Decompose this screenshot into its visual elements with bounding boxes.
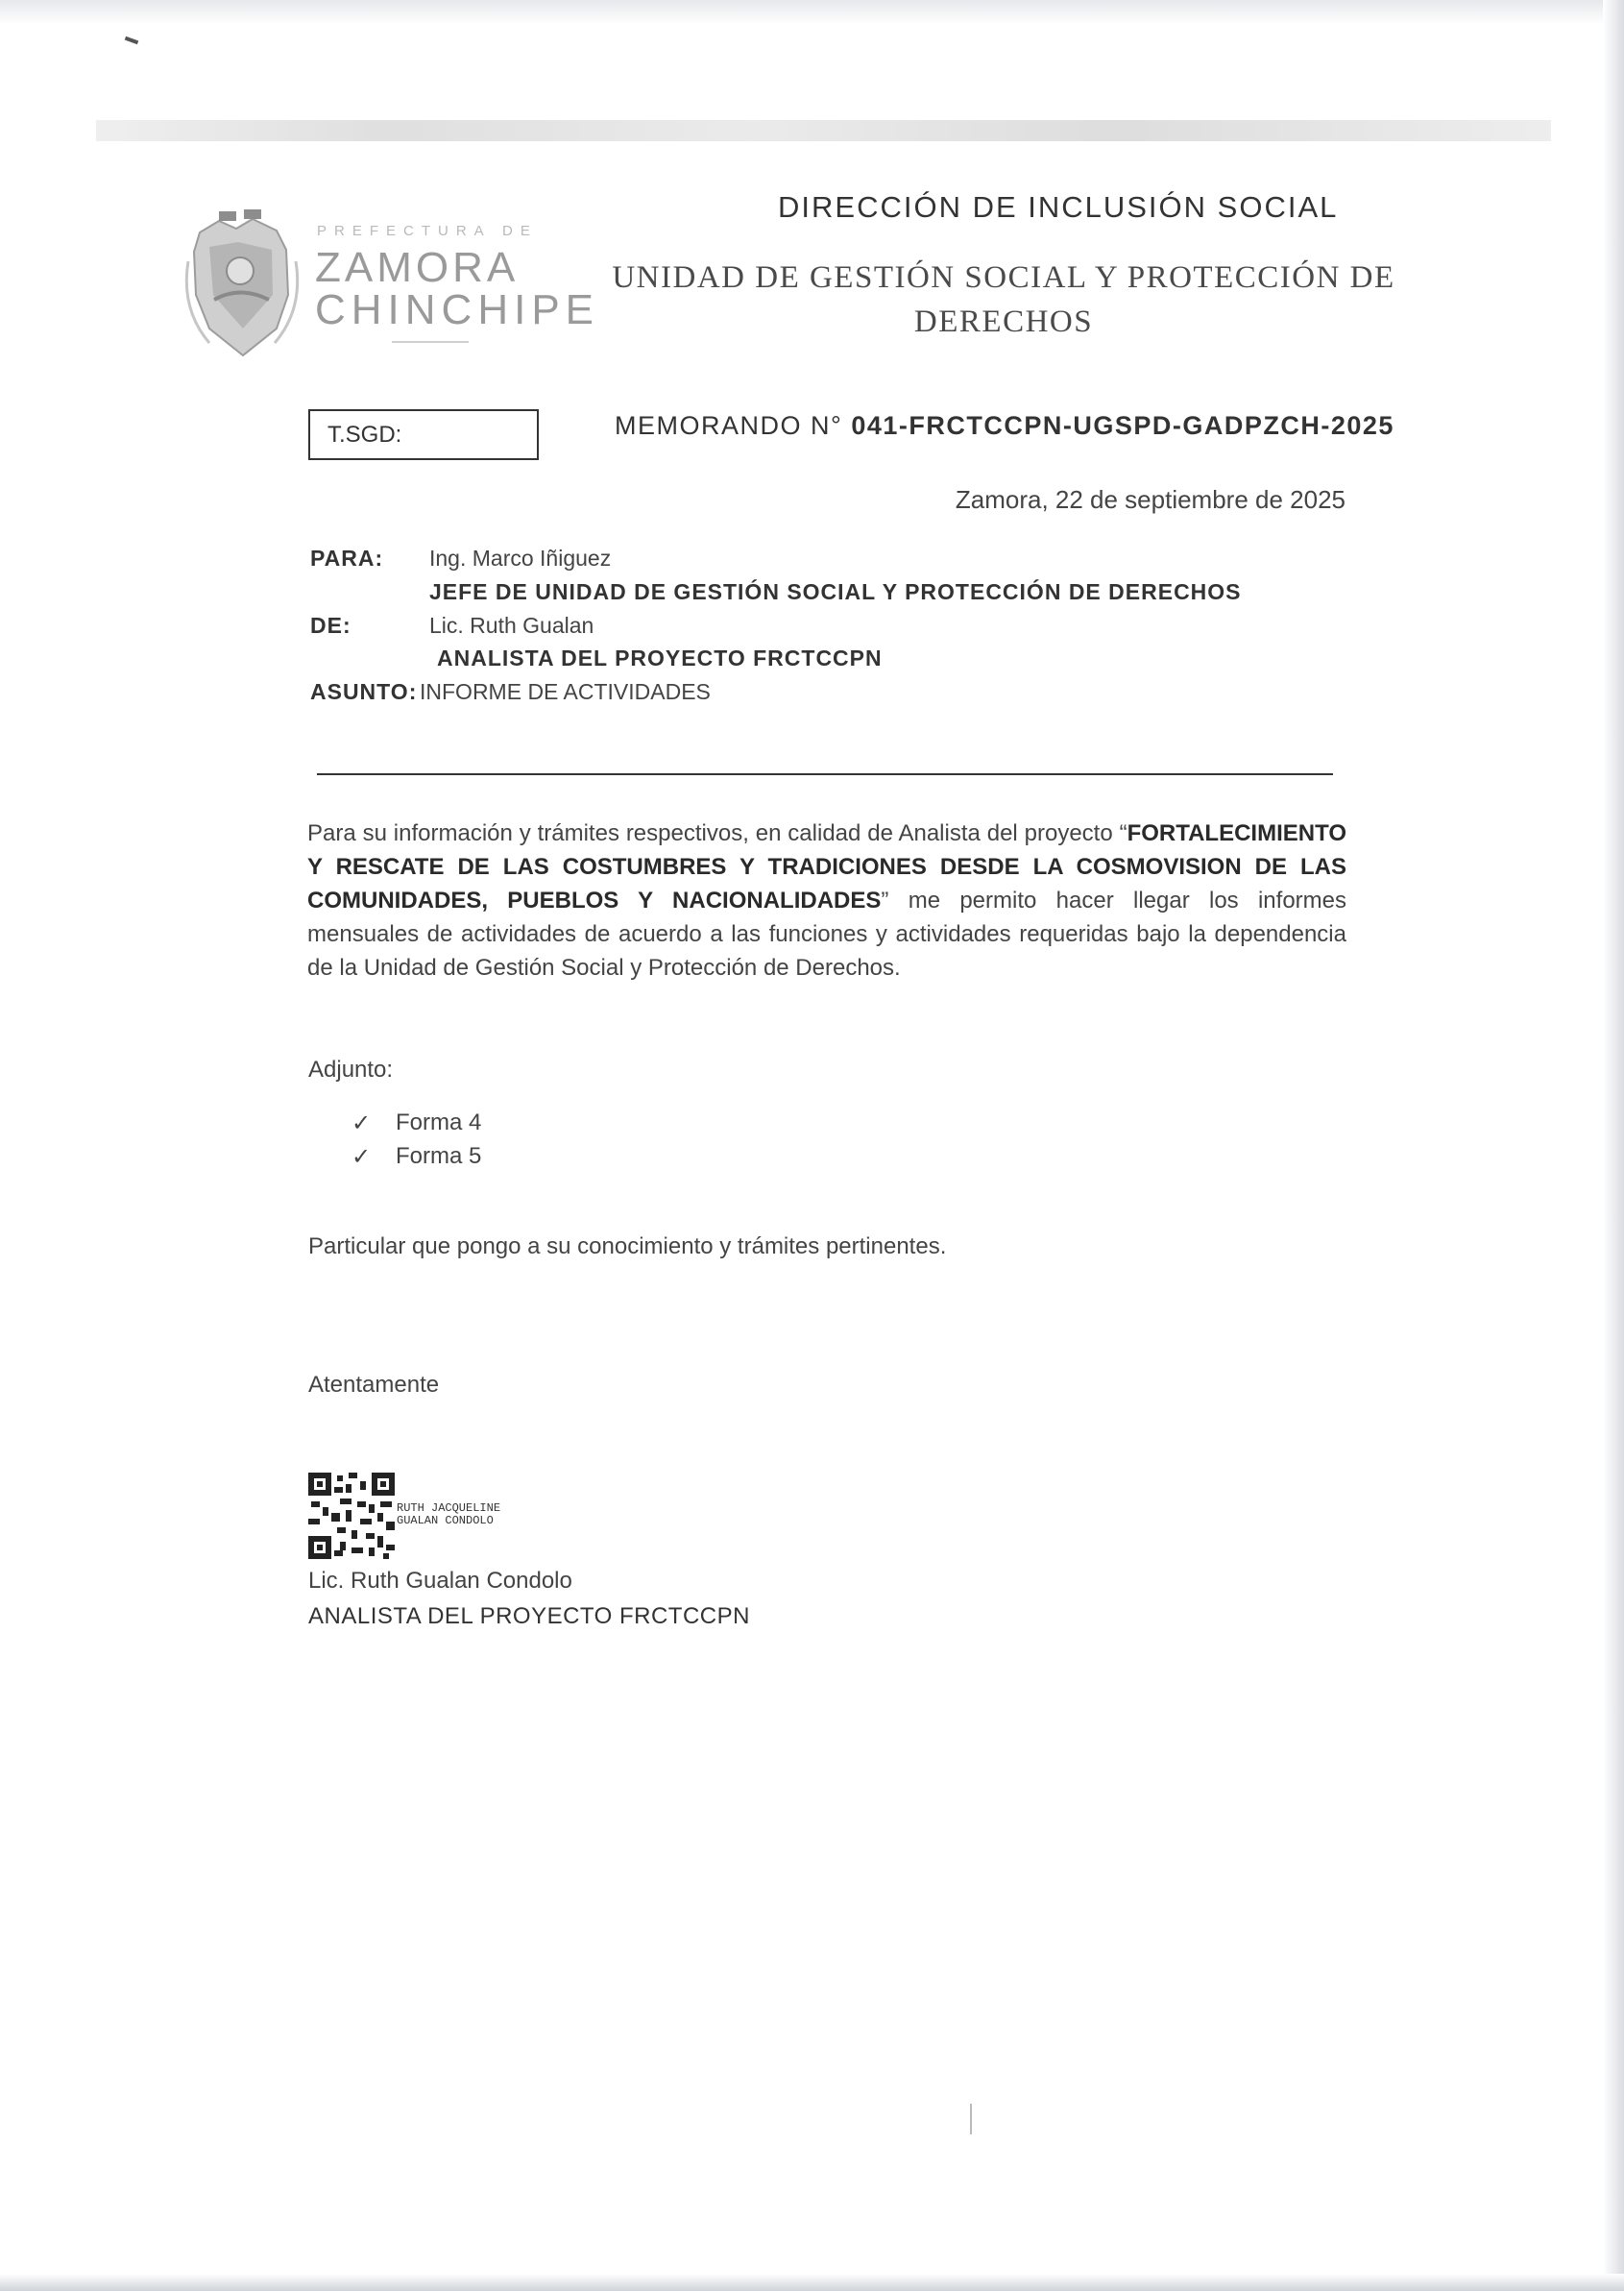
attachment-item: Forma 5 [396,1143,482,1169]
prefecture-logo [181,204,600,372]
scan-noise-band [96,120,1551,141]
check-icon: ✓ [351,1144,372,1170]
memo-number-prefix: MEMORANDO N° [615,411,852,440]
signer-role: ANALISTA DEL PROYECTO FRCTCCPN [308,1603,750,1629]
asunto-label: ASUNTO: [310,679,418,704]
de-name: Lic. Ruth Gualan [429,613,594,638]
direction-title: DIRECCIÓN DE INCLUSIÓN SOCIAL [778,190,1339,224]
body-paragraph [307,816,1346,985]
crest-icon [181,204,305,367]
body-intro: Para su información y trámites respectivos, en calidad de Analista del proyecto “ [307,820,1127,846]
logo-line-zamora: ZAMORA [315,244,520,291]
digital-signature-name [397,1502,500,1527]
logo-subtitle: PREFECTURA DE [317,223,538,239]
para-role: JEFE DE UNIDAD DE GESTIÓN SOCIAL Y PROTECCIÓN DE DERECHOS [429,579,1242,604]
memo-number-value: 041-FRCTCCPN-UGSPD-GADPZCH-2025 [851,411,1394,440]
signer-name: Lic. Ruth Gualan Condolo [308,1568,572,1594]
check-icon: ✓ [351,1110,372,1136]
para-name: Ing. Marco Iñiguez [429,546,612,571]
body-end: ” me permito hacer llegar los informes mensuales de actividades de acuerdo a las funciones y actividades requeridas bajo la dependencia de la Unidad de Gestión Social y Protección de Derechos. [307,888,1347,981]
scan-mark [125,37,139,45]
de-role: ANALISTA DEL PROYECTO FRCTCCPN [437,646,883,670]
unit-title: UNIDAD DE GESTIÓN SOCIAL Y PROTECCIÓN DE DERECHOS [612,260,1395,339]
digital-signature-line2: GUALAN CONDOLO [397,1514,494,1527]
adjunto-label: Adjunto: [308,1057,394,1083]
scan-right-edge [1603,0,1624,2291]
digital-signature-line1: RUTH JACQUELINE [397,1501,501,1515]
divider-rule [317,773,1333,775]
closing-text: Particular que pongo a su conocimiento y trámites pertinentes. [308,1233,947,1259]
regards-text: Atentamente [308,1372,440,1398]
de-label: DE: [310,613,351,638]
attachment-item: Forma 4 [396,1109,482,1135]
logo-line-chinchipe: CHINCHIPE [315,286,600,333]
memo-number [615,411,1394,441]
para-label: PARA: [310,546,384,571]
logo-underline [392,341,469,343]
tsgd-box: T.SGD: [308,409,539,460]
memo-date: Zamora, 22 de septiembre de 2025 [955,485,1345,514]
scan-bottom-edge [0,2274,1624,2291]
asunto-value: INFORME DE ACTIVIDADES [420,679,711,704]
footer-divider [970,2104,972,2134]
project-name: FORTALECIMIENTO Y RESCATE DE LAS COSTUMBRES Y TRADICIONES DESDE LA COSMOVISION DE LAS COMUNIDADES, PUEBLOS Y NACIONALIDADES [307,820,1346,914]
qr-code-icon [308,1472,395,1560]
scan-top-edge [0,0,1624,25]
